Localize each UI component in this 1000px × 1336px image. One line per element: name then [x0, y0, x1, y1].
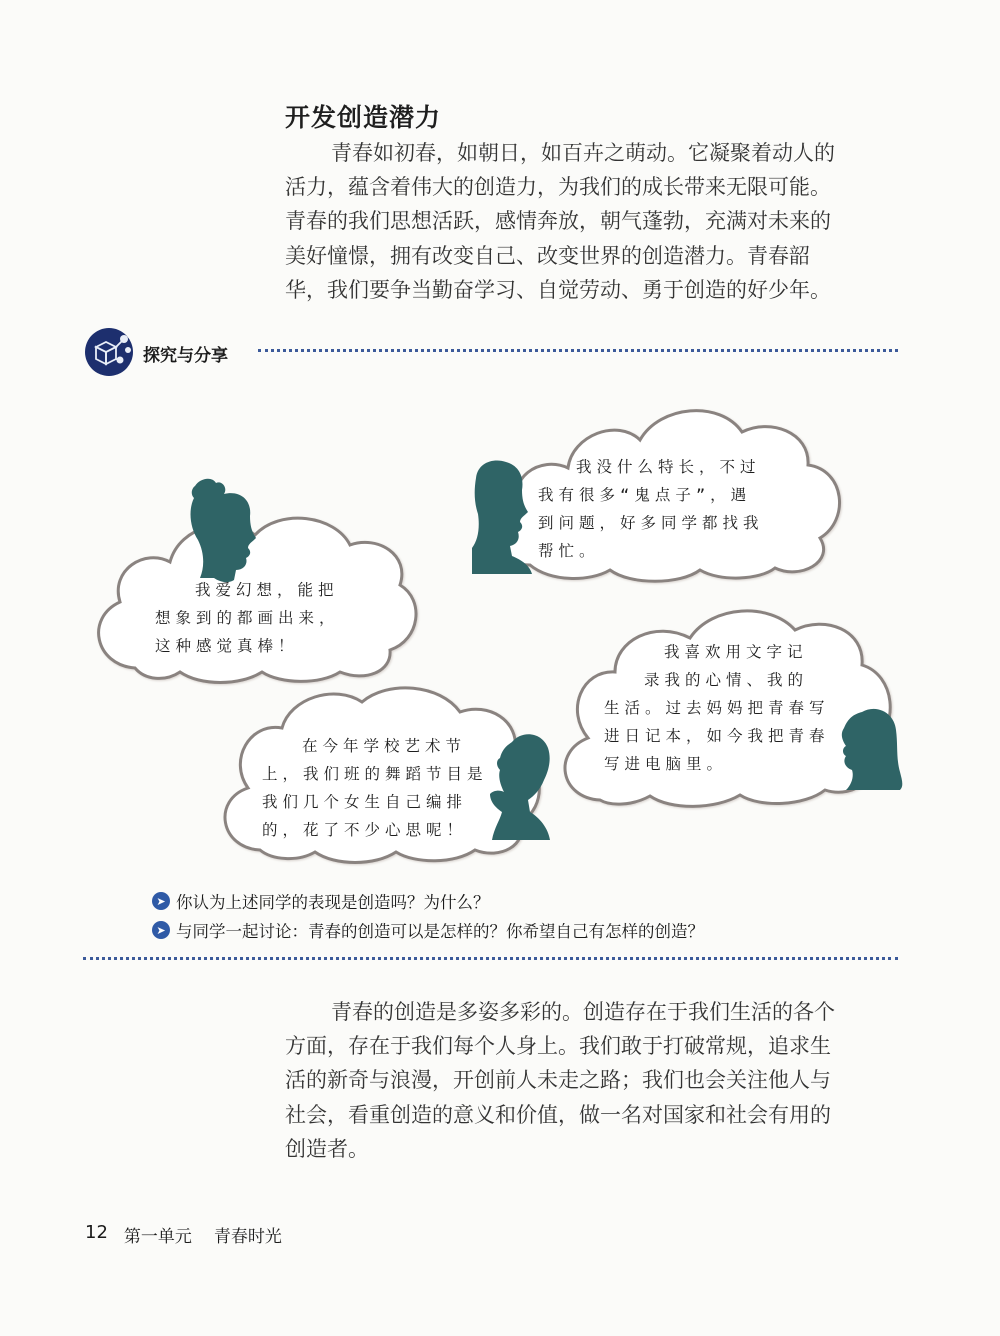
section-title: 开发创造潜力 [285, 103, 442, 132]
paragraph-line: 社会，看重创造的意义和价值，做一名对国家和社会有用的 [285, 1102, 831, 1127]
bubble-line: 想象到的都画出来， [155, 609, 340, 627]
paragraph-line: 创造者。 [285, 1136, 369, 1161]
paragraph-line: 活力，蕴含着伟大的创造力，为我们的成长带来无限可能。 [285, 175, 831, 200]
bubble-text-right [604, 638, 830, 778]
bubble-line: 生活。过去妈妈把青春写 [604, 699, 830, 717]
bubble-line: 在今年学校艺术节 [302, 737, 467, 755]
bubble-line: 进日记本，如今我把青春 [604, 727, 830, 745]
paragraph-line: 青春的创造是多姿多彩的。创造存在于我们生活的各个 [331, 1000, 835, 1024]
paragraph-line: 美好憧憬，拥有改变自己、改变世界的创造潜力。青春韶 [285, 243, 810, 268]
question-text: 你认为上述同学的表现是创造吗？为什么？ [176, 893, 490, 912]
paragraph-line: 活的新奇与浪漫，开创前人未走之路；我们也会关注他人与 [285, 1068, 831, 1093]
bubble-line: 我有很多“鬼点子”，遇 [538, 486, 752, 504]
arrow-right-circle-icon: ➤ [152, 921, 170, 939]
page-number: 12 [85, 1222, 108, 1243]
bubble-line: 写进电脑里。 [604, 755, 728, 773]
bubble-line: 我们几个女生自己编排 [262, 793, 468, 811]
conclusion-paragraph [285, 995, 897, 1166]
paragraph-line: 华，我们要争当勤奋学习、自觉劳动、勇于创造的好少年。 [285, 277, 831, 302]
bubble-line: 帮忙。 [538, 542, 600, 560]
arrow-right-circle-icon: ➤ [152, 892, 170, 910]
bubble-text-left [155, 576, 340, 660]
bubble-line: 我爱幻想，能把 [195, 581, 339, 599]
bubble-line: 我喜欢用文字记 [664, 643, 808, 661]
bubble-line: 的，花了不少心思呢！ [262, 821, 468, 839]
bubble-text-bottom [262, 732, 488, 844]
section-divider-bottom [83, 957, 898, 960]
unit-label: 第一单元 [123, 1227, 192, 1247]
bubble-line: 上，我们班的舞蹈节目是 [262, 765, 488, 783]
question-text: 与同学一起讨论：青春的创造可以是怎样的？你希望自己有怎样的创造？ [176, 922, 704, 941]
bubble-line: 到问题，好多同学都找我 [538, 514, 764, 532]
discussion-question-2 [152, 918, 704, 942]
bubble-line: 我没什么特长，不过 [576, 458, 761, 476]
unit-title: 青春时光 [213, 1227, 282, 1247]
paragraph-line: 青春的我们思想活跃，感情奔放，朝气蓬勃，充满对未来的 [285, 209, 831, 234]
discussion-question-1 [152, 889, 490, 913]
bubble-text-top-right [538, 453, 764, 565]
paragraph-line: 方面，存在于我们每个人身上。我们敢于打破常规，追求生 [285, 1034, 831, 1059]
explore-share-label: 探究与分享 [143, 346, 228, 366]
bubble-line: 录我的心情、我的 [644, 671, 809, 689]
bubble-line: 这种感觉真棒！ [155, 637, 299, 655]
paragraph-line: 青春如初春，如朝日，如百卉之萌动。它凝聚着动人的 [331, 141, 835, 165]
page-footer [85, 1222, 282, 1247]
